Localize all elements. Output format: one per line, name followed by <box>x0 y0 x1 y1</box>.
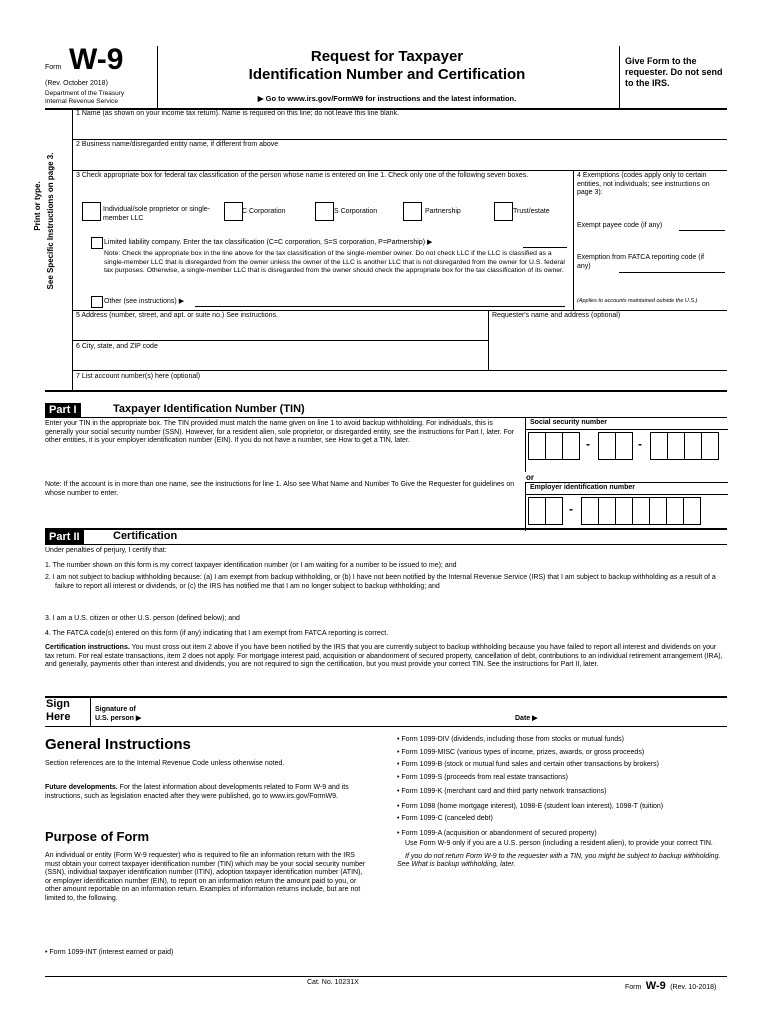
here-label: Here <box>46 711 71 723</box>
ein-digit[interactable] <box>632 497 650 525</box>
form-number: W-9 <box>69 43 124 76</box>
ein-digit[interactable] <box>545 497 563 525</box>
purpose-body: An individual or entity (Form W-9 requester) who is required to file an information return with the IRS must obtain your correct taxpayer identification number (TIN) which may be your social security number (SSN), individual taxpayer identification number (ITIN), adoption taxpayer identification number (ATIN), or employer identification number (EIN), to report on an information return the amount paid to you, or other amount reportable on an information return. Examples of information returns include, but are not limited to, the following. <box>45 852 366 902</box>
ssn-digit[interactable] <box>615 432 633 460</box>
ein-box <box>525 482 728 531</box>
future-developments <box>45 784 367 801</box>
partnership-label: Partnership <box>425 208 461 215</box>
ssn-digit[interactable] <box>562 432 580 460</box>
exempt-payee-input[interactable] <box>679 230 725 231</box>
ssn-digit[interactable] <box>545 432 563 460</box>
future-developments-head: Future developments. <box>45 784 118 791</box>
sidebar-see-instructions: See Specific Instructions on page 3. <box>46 152 55 290</box>
ccorp-checkbox[interactable] <box>224 202 243 221</box>
part2-label: Part II <box>45 530 84 544</box>
ccorp-label: C Corporation <box>242 208 286 215</box>
ssn-digit[interactable] <box>598 432 616 460</box>
cert-intro: Under penalties of perjury, I certify that: <box>45 547 167 554</box>
bullet-1099-c: • Form 1099-C (canceled debt) <box>397 815 493 822</box>
cert-instructions <box>45 644 727 670</box>
ssn-digit[interactable] <box>650 432 668 460</box>
requester-input[interactable] <box>489 321 727 370</box>
cert-item4: 4. The FATCA code(s) entered on this form (if any) indicating that I am exempt from FATCA reporting is correct. <box>45 630 389 637</box>
footer-form-number: W-9 <box>645 980 666 992</box>
line6-input[interactable] <box>73 352 487 370</box>
ssn-digit[interactable] <box>684 432 702 460</box>
irs-label: Internal Revenue Service <box>45 98 118 105</box>
ein-label: Employer identification number <box>530 484 636 491</box>
bullet-1099-int: • Form 1099-INT (interest earned or paid) <box>45 949 174 956</box>
bullet-1099-div: • Form 1099-DIV (dividends, including those from stocks or mutual funds) <box>397 736 624 743</box>
ein-digit[interactable] <box>649 497 667 525</box>
department: Department of the Treasury <box>45 90 125 97</box>
bullet-1099-misc: • Form 1099-MISC (various types of income, prizes, awards, or gross proceeds) <box>397 748 645 756</box>
line7-label: 7 List account number(s) here (optional) <box>76 373 201 380</box>
other-input[interactable] <box>195 306 565 307</box>
cert-item2: 2. I am not subject to backup withholding because: (a) I am exempt from backup withholding, or (b) I have not been notified by the Internal Revenue Service (IRS) that I am subject to backup withholding as a result of a failure to report all interest or dividends, or (c) the IRS has notified me that I am no longer subject to backup withholding; and <box>45 574 716 590</box>
form-id-block <box>45 43 155 106</box>
bullet-1099-k: • Form 1099-K (merchant card and third party network transactions) <box>397 788 607 795</box>
part1-title: Taxpayer Identification Number (TIN) <box>113 403 305 415</box>
exemptions-label: 4 Exemptions (codes apply only to certain entities, not individuals; see instructions on page 3): <box>577 172 710 196</box>
other-checkbox[interactable] <box>91 296 103 308</box>
individual-label: Individual/sole proprietor or single-member LLC <box>103 206 210 222</box>
line6-label: 6 City, state, and ZIP code <box>76 343 158 350</box>
revision: (Rev. October 2018) <box>45 80 108 87</box>
ssn-dash: - <box>586 437 590 451</box>
line5-label: 5 Address (number, street, and apt. or suite no.) See instructions. <box>76 312 278 319</box>
individual-checkbox[interactable] <box>82 202 101 221</box>
part2-title: Certification <box>113 530 178 542</box>
requester-label: Requester's name and address (optional) <box>492 312 621 319</box>
line7-input[interactable] <box>73 382 727 390</box>
ssn-label: Social security number <box>530 419 608 426</box>
bullet-1099-s: • Form 1099-S (proceeds from real estate transactions) <box>397 773 568 781</box>
ein-digit[interactable] <box>666 497 684 525</box>
cert-instructions-body: You must cross out item 2 above if you have been notified by the IRS that you are currently subject to backup withholding because you have failed to report all interest and dividends on your tax return. For real estate transactions, item 2 does not apply. For mortgage interest paid, acquisition or abandonment of secured property, cancellation of debt, contributions to an individual retirement arrangement (IRA), and generally, payments other than interest and dividends, you are not required to sign the certification, but you must provide your correct TIN. See the instructions for Part II, later. <box>45 644 723 668</box>
footer-form-id <box>625 976 716 994</box>
line1-input[interactable] <box>73 119 727 139</box>
llc-note: Note: Check the appropriate box in the line above for the tax classification of the single-member owner. Do not check LLC if the LLC is classified as a single-member LLC that is disregarded from the owner unless the owner of the LLC is another LLC that is not disregarded from the owner for U.S. federal tax purposes. Otherwise, a single-member LLC that is disregarded from the owner should check the appropriate box for the tax classification of its owner. <box>104 250 565 274</box>
bullet-1099-a: • Form 1099-A (acquisition or abandonment of secured property) <box>397 829 597 837</box>
form-title-2: Identification Number and Certification <box>248 66 526 83</box>
part1-note: Note: If the account is in more than one name, see the instructions for line 1. Also see What Name and Number To Give the Requester for guidelines on whose number to enter. <box>45 481 515 497</box>
ssn-digit[interactable] <box>528 432 546 460</box>
or-label: or <box>526 473 534 482</box>
llc-label: Limited liability company. Enter the tax classification (C=C corporation, S=S corporation, P=Partnership) ▶ <box>104 239 433 246</box>
line5-input[interactable] <box>73 321 487 340</box>
form-title-1: Request for Taxpayer <box>310 48 464 65</box>
ssn-digit[interactable] <box>701 432 719 460</box>
ssn-digit[interactable] <box>667 432 685 460</box>
ein-digit[interactable] <box>615 497 633 525</box>
ein-dash: - <box>569 502 573 516</box>
partnership-checkbox[interactable] <box>403 202 422 221</box>
fatca-input[interactable] <box>619 272 725 273</box>
llc-classification-input[interactable] <box>523 247 567 248</box>
sidebar-print-type: Print or type. <box>33 181 42 231</box>
general-instructions-heading: General Instructions <box>45 736 191 753</box>
line3-label: 3 Check appropriate box for federal tax classification of the person whose name is entered on line 1. Check only one of the following seven boxes. <box>76 172 529 179</box>
scorp-checkbox[interactable] <box>315 202 334 221</box>
signature-label-1: Signature of <box>95 706 136 713</box>
general-p1: Section references are to the Internal Revenue Code unless otherwise noted. <box>45 760 285 767</box>
ein-digit[interactable] <box>598 497 616 525</box>
ssn-dash: - <box>638 437 642 451</box>
goto-instructions: ▶ Go to www.irs.gov/FormW9 for instructions and the latest information. <box>257 94 517 103</box>
line2-label: 2 Business name/disregarded entity name, if different from above <box>76 141 279 148</box>
footer-rev: (Rev. 10-2018) <box>670 984 717 991</box>
other-label: Other (see instructions) ▶ <box>104 298 185 305</box>
use-form-text: Use Form W-9 only if you are a U.S. person (including a resident alien), to provide your correct TIN. <box>405 840 713 847</box>
llc-checkbox[interactable] <box>91 237 103 249</box>
trust-label: Trust/estate <box>513 208 550 215</box>
cert-item1: 1. The number shown on this form is my correct taxpayer identification number (or I am waiting for a number to be issued to me); and <box>45 562 457 569</box>
ssn-box <box>525 418 728 472</box>
ein-digit[interactable] <box>683 497 701 525</box>
fatca-label: Exemption from FATCA reporting code (if any) <box>577 254 705 270</box>
cert-item3: 3. I am a U.S. citizen or other U.S. person (defined below); and <box>45 615 240 622</box>
date-input[interactable] <box>545 698 727 724</box>
signature-label-2: U.S. person ▶ <box>95 715 142 722</box>
w9-form <box>33 43 727 996</box>
sign-label: Sign <box>46 698 70 710</box>
ein-digit[interactable] <box>528 497 546 525</box>
bullet-1098: • Form 1098 (home mortgage interest), 1098-E (student loan interest), 1098-T (tuition) <box>397 802 664 810</box>
footer-form-word: Form <box>625 984 642 991</box>
line1-label: 1 Name (as shown on your income tax return). Name is required on this line; do not leave this line blank. <box>76 110 399 117</box>
purpose-heading: Purpose of Form <box>45 829 150 844</box>
bullet-1099-b: • Form 1099-B (stock or mutual fund sales and certain other transactions by brokers) <box>397 761 659 768</box>
give-form-note: Give Form to the requester. Do not send to the IRS. <box>625 56 723 88</box>
applies-note: (Applies to accounts maintained outside the U.S.) <box>577 298 698 304</box>
signature-input[interactable] <box>165 698 515 724</box>
trust-checkbox[interactable] <box>494 202 513 221</box>
date-label: Date ▶ <box>515 715 538 722</box>
scorp-label: S Corporation <box>334 208 378 215</box>
line2-input[interactable] <box>73 150 727 170</box>
future-developments-body: For the latest information about developments related to Form W-9 and its instructions, such as legislation enacted after they were published, go to www.irs.gov/FormW9. <box>45 784 349 800</box>
ein-digit[interactable] <box>581 497 599 525</box>
part1-text: Enter your TIN in the appropriate box. The TIN provided must match the name given on line 1 to avoid backup withholding. For individuals, this is generally your social security number (SSN). However, for a resident alien, sole proprietor, or disregarded entity, see the instructions for Part I, later. For other entities, it is your employer identification number (EIN). If you do not have a number, see How to get a TIN, later. <box>45 420 515 444</box>
right-bullets <box>397 736 727 870</box>
exempt-payee-label: Exempt payee code (if any) <box>577 222 663 229</box>
form-word: Form <box>45 64 62 71</box>
part1-label: Part I <box>45 403 81 417</box>
cert-instructions-head: Certification instructions. <box>45 644 130 651</box>
catalog-number: Cat. No. 10231X <box>307 979 359 986</box>
backup-withholding-text: If you do not return Form W-9 to the requester with a TIN, you might be subject to backup withholding. See What is backup withholding, later. <box>397 852 721 868</box>
